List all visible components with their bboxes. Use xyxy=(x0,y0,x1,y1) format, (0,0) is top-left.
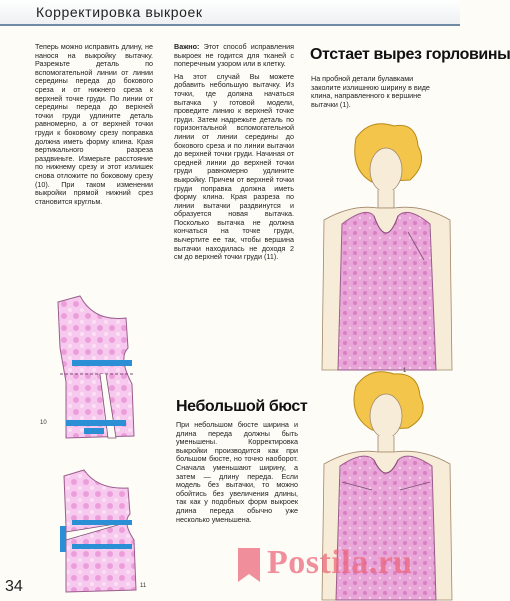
neckline-heading: Отстает вырез горловины xyxy=(310,46,510,63)
intro-column xyxy=(35,43,153,210)
figure-10-label: 10 xyxy=(40,420,47,426)
small-bust-column xyxy=(176,421,298,528)
dart-column xyxy=(174,43,294,266)
figure-1-label: 1 xyxy=(403,368,407,374)
watermark xyxy=(232,540,457,592)
important-text: Этот способ исправления выкроек не годится для тканей с поперечным узором или в клетку. xyxy=(174,42,294,69)
watermark-logo xyxy=(234,548,264,584)
page-number: 34 xyxy=(5,578,23,595)
pattern-figure-10 xyxy=(36,288,161,448)
important-label: Важно: xyxy=(174,42,200,51)
page-header xyxy=(0,0,460,26)
page-header-title: Корректировка выкроек xyxy=(36,4,203,20)
fashion-figure-top xyxy=(312,120,460,370)
neckline-text: На пробной детали булавками заколите излишнюю ширину в виде клина, направленного к вершине вытачки (1). xyxy=(311,74,430,109)
small-bust-heading: Небольшой бюст xyxy=(176,398,308,415)
small-bust-paragraph: При небольшом бюсте ширина и длина переда должны быть уменьшены. Корректировка выкройки производится как при большом бюсте, но точно наоборот. Сначала уменьшают ширину, а затем — длину переда. Если модель без вытачки, то можно обойтись без увеличения длины, так как у подобных форм выкроек длина переда обычно уже несколько уменьшена. xyxy=(176,420,298,524)
intro-paragraph: Теперь можно исправить длину, не нанося на выкройку вытачку. Разрежьте деталь по вспомогательной линии от линии середины переда до бокового среза и от нижнего среза к верхней точке груди. По линии от середины переда до верхней точки груди удлините деталь равномерно, а от верхней точки груди к боковому срезу поправка должна иметь форму клина. Края вертикального разреза раздвиньте. Измерьте расстояние по нижнему срезу и этот излишек снова отложите по боковому срезу (10). При таком изменении выкройки прямой нижний срез становится кругльм. xyxy=(35,42,153,206)
pattern-figure-11 xyxy=(58,466,158,596)
figure-11-label: 11 xyxy=(140,583,147,589)
watermark-text: Postila.ru xyxy=(267,544,413,581)
important-note xyxy=(174,43,294,69)
dart-paragraph: На этот случай Вы можете добавить небольшую вытачку. Из точки, где должна начаться вытачка у готовой модели, проведите линию к верхней точке груди. Затем надрежьте деталь по горизонтальной вспомогательной линии от линии середины до бокового среза и по линии вытачки до верхней точки груди. Начиная от средней линии до верхней точки груди равномерно удлините выкройку. Причем от верхней точки груди поправка должна иметь форму клина. Края разреза по линии вытачки раздвинутся и образуется новая вытачка. Посколько вытачка не должна кончаться на точке груди, вычертите ее так, чтобы вершина вытачки находилась не доходя 2 см до верхней точки груди (11). xyxy=(174,71,294,262)
